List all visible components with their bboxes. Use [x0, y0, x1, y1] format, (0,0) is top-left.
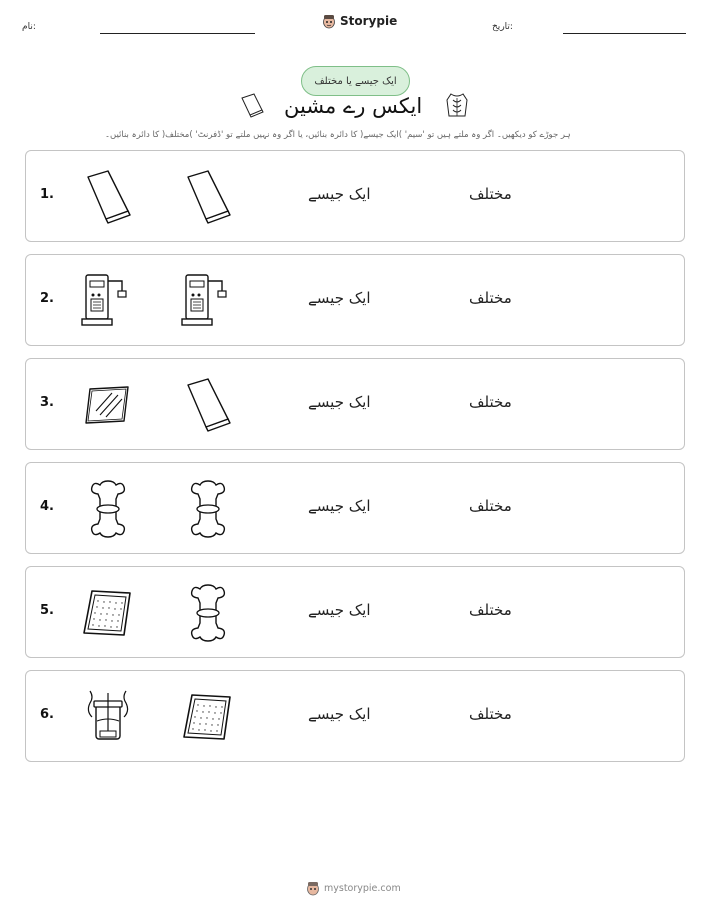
xray-film-icon: [178, 687, 238, 747]
bone-icon: [178, 583, 238, 643]
question-row: [25, 670, 685, 762]
date-line[interactable]: [563, 33, 686, 34]
option-different[interactable]: مختلف: [469, 601, 512, 619]
storypie-mascot-icon: [322, 13, 336, 29]
book-icon: [78, 167, 138, 227]
footer-url[interactable]: mystorypie.com: [324, 882, 401, 894]
question-number: 6.: [40, 707, 54, 722]
instructions: ہر جوڑے کو دیکھیں۔ اگر وہ ملتے ہیں تو 'سیم' )ایک جیسے( کا دائرہ بنائیں، یا اگر وہ نہیں ملتے تو 'ڈفرنٹ' )مختلف( کا دائرہ بنائیں۔: [105, 130, 571, 140]
option-different[interactable]: مختلف: [469, 393, 512, 411]
footer: [306, 880, 401, 896]
date-label: تاریخ:: [492, 22, 513, 32]
name-label: نام:: [22, 22, 36, 32]
bone-icon: [178, 479, 238, 539]
question-number: 5.: [40, 603, 54, 618]
option-same[interactable]: ایک جیسے: [308, 289, 371, 307]
option-same[interactable]: ایک جیسے: [308, 601, 371, 619]
xray-vest-icon: [443, 90, 471, 120]
question-row: [25, 462, 685, 554]
question-number: 3.: [40, 395, 54, 410]
book-icon: [178, 375, 238, 435]
option-same[interactable]: ایک جیسے: [308, 497, 371, 515]
brand-logo: [322, 13, 397, 29]
bone-icon: [78, 479, 138, 539]
question-number: 1.: [40, 187, 54, 202]
book-icon: [238, 92, 266, 118]
brand-name: Storypie: [340, 14, 398, 28]
option-different[interactable]: مختلف: [469, 497, 512, 515]
xray-machine-icon: [78, 271, 138, 331]
question-row: [25, 150, 685, 242]
specimen-jar-icon: [78, 687, 138, 747]
option-same[interactable]: ایک جیسے: [308, 705, 371, 723]
storypie-mascot-icon: [306, 880, 320, 896]
question-number: 4.: [40, 499, 54, 514]
question-row: [25, 254, 685, 346]
option-different[interactable]: مختلف: [469, 289, 512, 307]
topic-badge: ایک جیسے یا مختلف: [301, 66, 410, 96]
option-same[interactable]: ایک جیسے: [308, 185, 371, 203]
xray-film-icon: [78, 583, 138, 643]
option-different[interactable]: مختلف: [469, 185, 512, 203]
question-row: [25, 566, 685, 658]
question-number: 2.: [40, 291, 54, 306]
xray-machine-icon: [178, 271, 238, 331]
glass-panel-icon: [78, 375, 138, 435]
question-row: [25, 358, 685, 450]
option-same[interactable]: ایک جیسے: [308, 393, 371, 411]
option-different[interactable]: مختلف: [469, 705, 512, 723]
page-title: ایکس رے مشین: [284, 94, 423, 118]
name-line[interactable]: [100, 33, 255, 34]
book-icon: [178, 167, 238, 227]
